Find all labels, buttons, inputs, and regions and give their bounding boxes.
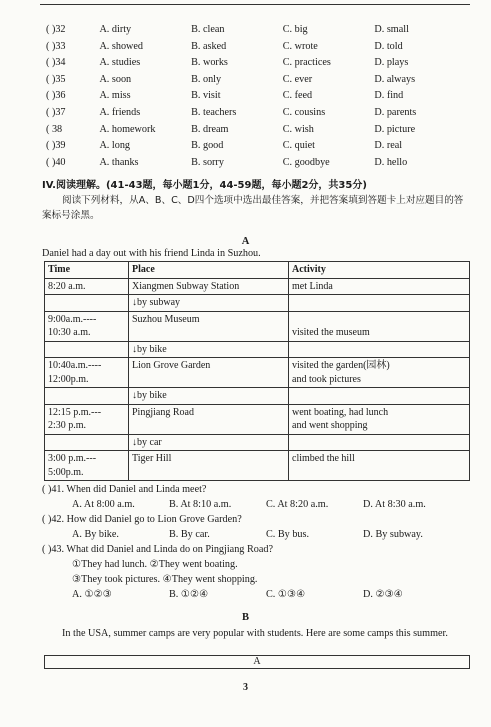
option-row <box>46 155 466 172</box>
choice-d: D. ②③④ <box>363 589 403 600</box>
cell-time: 3:00 p.m.--- 5:00p.m. <box>45 451 129 481</box>
cell-activity: visited the museum <box>289 311 470 341</box>
question-41 <box>42 482 472 512</box>
choice-b: B. teachers <box>191 106 237 118</box>
question-number: ( )35 <box>46 73 66 85</box>
choice-d: D. parents <box>374 106 417 118</box>
question-stem: ( )41. When did Daniel and Linda meet? <box>42 484 207 495</box>
cell-time: 9:00a.m.---- 10:30 a.m. <box>45 311 129 341</box>
transport-row <box>45 388 470 405</box>
cell-activity: visited the garden(园林) and took pictures <box>289 358 470 388</box>
cell-place: Xiangmen Subway Station <box>129 278 289 295</box>
choice-c: C. quiet <box>282 140 315 152</box>
table-row <box>45 451 470 481</box>
header-time: Time <box>45 262 129 279</box>
passage-a-intro: Daniel had a day out with his friend Linda in Suzhou. <box>42 248 261 259</box>
choice-d: D. hello <box>374 156 408 168</box>
table-row <box>45 311 470 341</box>
choice-b: B. only <box>191 73 222 85</box>
choice-b: B. By car. <box>169 529 210 540</box>
section-instruction: 阅读下列材料，从A、B、C、D四个选项中选出最佳答案，并把答案填到答题卡上对应题目的答案标号涂黑。 <box>42 195 464 221</box>
choice-b: B. visit <box>191 90 221 102</box>
page-number: 3 <box>243 682 248 693</box>
choice-d: D. By subway. <box>363 529 423 540</box>
choice-b: B. sorry <box>191 156 224 168</box>
passage-a-label: A <box>241 236 250 247</box>
question-number: ( 38 <box>46 123 63 135</box>
cell-activity: met Linda <box>289 278 470 295</box>
question-number: ( )32 <box>46 24 66 35</box>
header-activity: Activity <box>289 262 470 279</box>
camp-box-a: A <box>44 655 470 669</box>
question-number: ( )40 <box>46 156 66 168</box>
top-rule <box>40 4 470 5</box>
sub-options-2: ③They took pictures. ④They went shopping. <box>72 574 258 585</box>
schedule-table <box>44 261 470 481</box>
question-number: ( )33 <box>46 40 66 52</box>
choice-b: B. dream <box>191 123 229 135</box>
choice-b: B. At 8:10 a.m. <box>169 499 232 510</box>
passage-b-intro: In the USA, summer camps are very popular with students. Here are some camps this summer. <box>62 628 448 639</box>
question-stem: ( )42. How did Daniel go to Lion Grove Garden? <box>42 514 242 525</box>
option-row <box>46 138 466 155</box>
question-number: ( )37 <box>46 106 66 118</box>
choice-d: D. told <box>374 40 403 52</box>
choice-d: D. find <box>374 90 404 102</box>
choice-c: C. practices <box>282 57 331 69</box>
choice-b: B. clean <box>191 24 225 35</box>
table-row <box>45 404 470 434</box>
option-row <box>46 122 466 139</box>
option-row <box>46 39 466 56</box>
choice-a: A. thanks <box>99 156 139 168</box>
option-row <box>46 72 466 89</box>
transport-row <box>45 295 470 312</box>
table-header-row <box>45 262 470 279</box>
question-number: ( )39 <box>46 140 66 152</box>
choice-a: A. miss <box>99 90 131 102</box>
choice-a: A. At 8:00 a.m. <box>72 499 135 510</box>
choice-d: D. real <box>374 140 403 152</box>
choice-c: C. ①③④ <box>266 589 306 600</box>
choice-d: D. plays <box>374 57 409 69</box>
choice-a: A. studies <box>99 57 141 69</box>
choice-a: A. soon <box>99 73 132 85</box>
cell-activity: went boating, had lunch and went shopping <box>289 404 470 434</box>
choice-a: A. ①②③ <box>72 589 112 600</box>
choice-d: D. always <box>374 73 416 85</box>
choice-c: C. feed <box>282 90 313 102</box>
cell-place: Suzhou Museum <box>129 311 289 341</box>
choice-d: D. At 8:30 a.m. <box>363 499 426 510</box>
table-row <box>45 278 470 295</box>
choice-a: A. friends <box>99 106 141 118</box>
question-number: ( )34 <box>46 57 66 69</box>
transport-row <box>45 341 470 358</box>
options-list <box>46 22 466 171</box>
transport-cell: ↓by subway <box>129 295 289 312</box>
option-row <box>46 105 466 122</box>
passage-b-label: B <box>241 612 249 623</box>
transport-cell: ↓by car <box>129 434 289 451</box>
choice-c: C. big <box>282 24 308 35</box>
cell-place: Lion Grove Garden <box>129 358 289 388</box>
option-row <box>46 55 466 72</box>
question-stem: ( )43. What did Daniel and Linda do on Pingjiang Road? <box>42 544 273 555</box>
choice-a: A. homework <box>99 123 156 135</box>
choice-c: C. By bus. <box>266 529 310 540</box>
choice-b: B. works <box>191 57 228 69</box>
choice-a: A. By bike. <box>72 529 119 540</box>
cell-time: 12:15 p.m.--- 2:30 p.m. <box>45 404 129 434</box>
choice-b: B. good <box>191 140 224 152</box>
cell-activity: climbed the hill <box>289 451 470 481</box>
header-place: Place <box>129 262 289 279</box>
choice-c: C. wrote <box>282 40 318 52</box>
question-43 <box>42 542 472 602</box>
option-row <box>46 22 466 39</box>
table-row <box>45 358 470 388</box>
option-row <box>46 88 466 105</box>
question-42 <box>42 512 472 542</box>
choice-d: D. small <box>374 24 409 35</box>
cell-place: Pingjiang Road <box>129 404 289 434</box>
transport-cell: ↓by bike <box>129 341 289 358</box>
choice-a: A. long <box>99 140 131 152</box>
choice-c: C. goodbye <box>282 156 330 168</box>
cell-time: 8:20 a.m. <box>45 278 129 295</box>
choice-c: C. ever <box>282 73 313 85</box>
choice-b: B. asked <box>191 40 227 52</box>
sub-options-1: ①They had lunch. ②They went boating. <box>72 559 238 570</box>
cell-time: 10:40a.m.---- 12:00p.m. <box>45 358 129 388</box>
choice-c: C. At 8:20 a.m. <box>266 499 329 510</box>
transport-cell: ↓by bike <box>129 388 289 405</box>
cell-place: Tiger Hill <box>129 451 289 481</box>
choice-b: B. ①②④ <box>169 589 209 600</box>
section-title: IV.阅读理解。(41-43题，每小题1分，44-59题，每小题2分，共35分) <box>42 180 367 191</box>
choice-c: C. wish <box>282 123 314 135</box>
transport-row <box>45 434 470 451</box>
choice-a: A. showed <box>99 40 144 52</box>
choice-c: C. cousins <box>282 106 326 118</box>
choice-d: D. picture <box>374 123 416 135</box>
question-number: ( )36 <box>46 90 66 102</box>
choice-a: A. dirty <box>99 24 132 35</box>
